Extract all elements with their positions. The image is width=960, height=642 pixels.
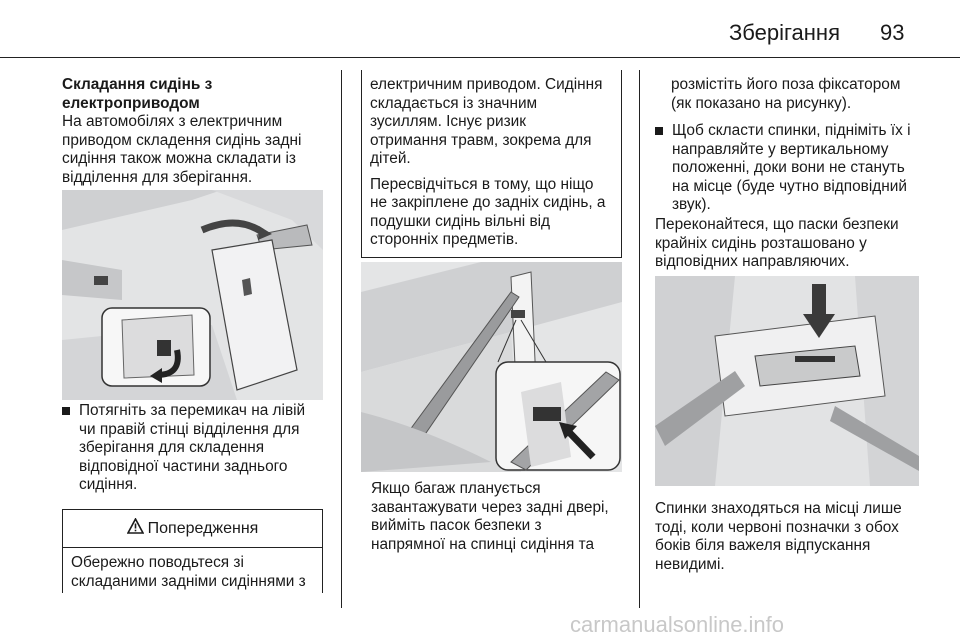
warning-continued-box — [361, 70, 622, 258]
belt-guides-paragraph: Переконайтеся, що паски безпеки крайніх сидінь розташовано у відповідних направляючих. — [655, 216, 899, 270]
warning-title: Попередження — [147, 519, 259, 537]
warning-triangle-icon — [127, 518, 144, 539]
column-divider-2 — [639, 70, 640, 608]
page-number: 93 — [880, 20, 905, 45]
figure-seat-belt-guide — [361, 262, 622, 472]
intro-paragraph: На автомобілях з електричним приводом складення сидінь задні сидіння також можна складати із відділення для зберігання. — [62, 113, 302, 186]
page-header-title: Зберігання — [729, 20, 840, 45]
header-divider — [0, 57, 960, 58]
bullet-item-raise-backrests: Щоб скласти спинки, підніміть їх і направляйте у вертикальному положенні, доки вони не стануть на місце (буде чутно відповідний звук). — [655, 122, 945, 217]
bullet-marker — [62, 407, 70, 415]
warning-continued-paragraph-1: електричним приводом. Сидіння складається із значним зусиллям. Існує ризик отримання травм, зокрема для дітей. — [370, 76, 603, 167]
section-heading: Складання сидінь з електроприводом — [62, 76, 213, 112]
warning-continued-paragraph-2: Пересвідчіться в тому, що ніщо не закріплене до задніх сидінь, а подушки сидінь вільні від сторонніх предметів. — [370, 175, 606, 248]
watermark: carmanualsonline.info — [570, 612, 785, 637]
luggage-paragraph: Якщо багаж планується завантажувати через задні двері, вийміть пасок безпеки з напрямної на спинці сидіння та — [371, 480, 609, 553]
warning-text: Обережно поводьтеся зі складаними задніми сидіннями з — [71, 554, 306, 590]
warning-header — [63, 510, 322, 548]
figure-switch-in-cargo-area — [62, 190, 323, 400]
red-marks-paragraph: Спинки знаходяться на місці лише тоді, коли червоні позначки з обох боків біля важеля відпускання невидимі. — [655, 500, 902, 573]
bullet-item-pull-switch: Потягніть за перемикач на лівій чи правій стінці відділення для зберігання для складення відповідної частини заднього сидіння. — [62, 402, 332, 497]
belt-continued-paragraph: розмістіть його поза фіксатором (як показано на рисунку). — [671, 76, 901, 112]
figure-backrest-release-lever — [655, 276, 919, 486]
warning-box — [62, 509, 323, 593]
column-divider-1 — [341, 70, 342, 608]
bullet-marker — [655, 127, 663, 135]
